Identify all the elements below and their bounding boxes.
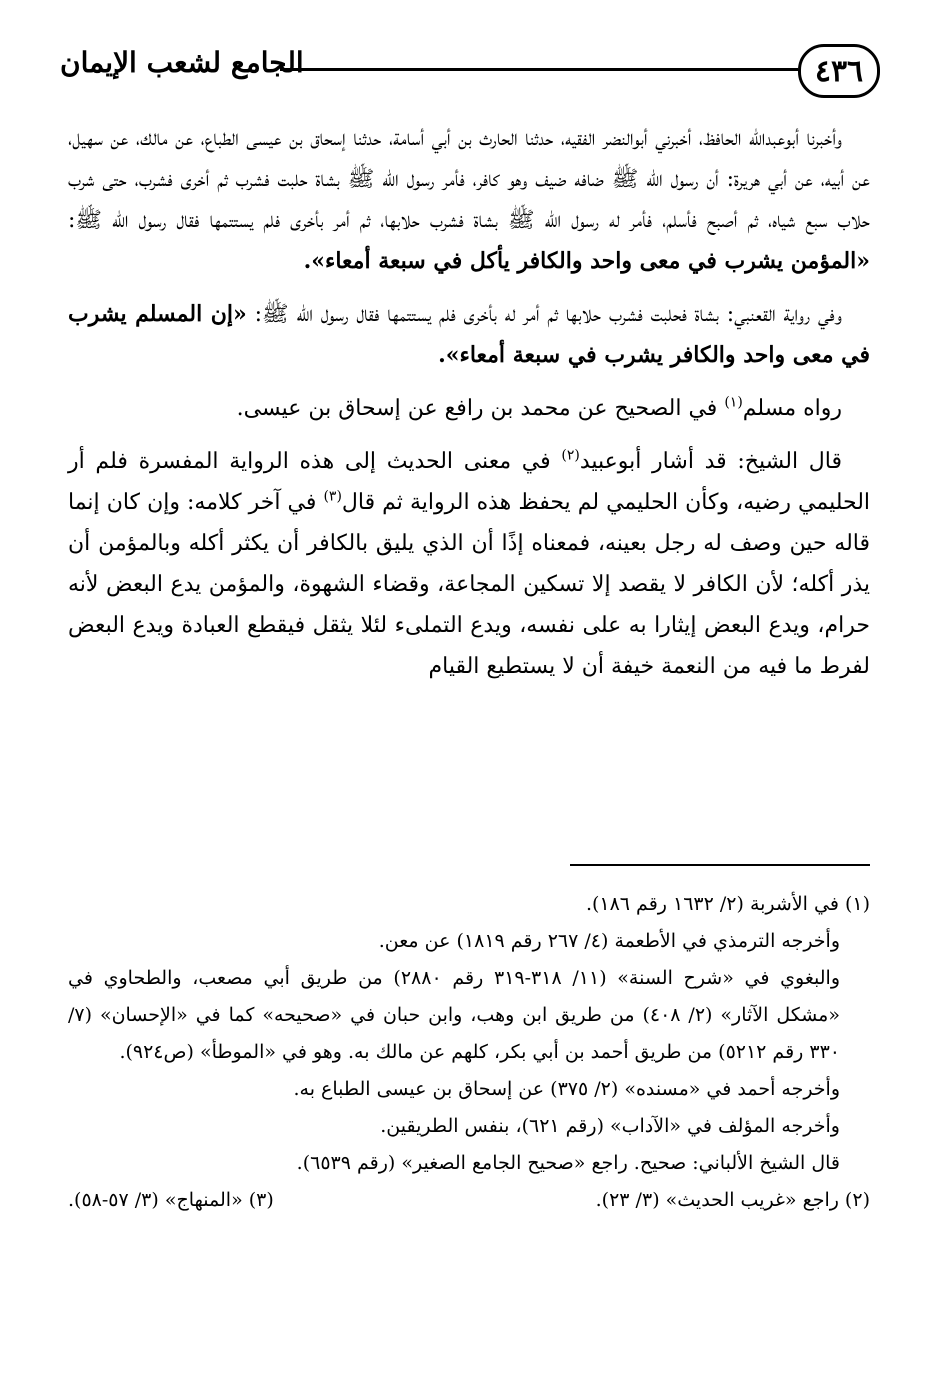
footnote-1-line-2: وأخرجه الترمذي في الأطعمة (٤/ ٢٦٧ رقم ١٨١٩) عن معن. [378,930,840,952]
header-rule [280,68,798,71]
footnote-3: (٣) «المنهاج» (٣/ ٥٧-٥٨). [68,1189,274,1211]
footnote-1: (١) في الأشربة (٢/ ١٦٣٢ رقم ١٨٦). [585,893,870,915]
hadith-quote-1: «المؤمن يشرب في معى واحد والكافر يأكل في سبعة أمعاء». [303,248,870,274]
paragraph-4 [68,441,870,687]
paragraph-1-text: وأخبرنا أبوعبدالله الحافظ، أخبرني أبوالنضر الفقيه، حدثنا الحارث بن أبي أسامة، حدثنا إسحاق بن عيسى الطباع، عن مالك، عن سهيل، عن أبيه، عن أبي هريرة: أن رسول الله ﷺ ضافه ضيف وهو كافر، فأمر رسول الله ﷺ بشاة حلبت فشرب ثم أخرى فشرب، حتى شرب حلاب سبع شياه، ثم أصبح فأسلم، فأمر له رسول الله ﷺ بشاة فشرب حلابها، ثم أمر بأخرى فلم يستتمها فقال رسول الله ﷺ: [68,126,870,233]
paragraph-3-text-a: رواه مسلم [742,396,842,421]
footnote-ref-3: (٣) [323,488,342,505]
paragraph-4-text-c: في آخر كلامه: وإن كان إنما قاله حين وصف له رجل بعينه، فمعناه إذًا أن الذي يليق بالكافر أن يكثر أكله وبالمؤمن أن يذر أكله؛ لأن الكافر لا يقصد إلا تسكين المجاعة، وقضاء الشهوة، والمؤمن يدع البعض لأنه حرام، ويدع البعض إيثارا به على نفسه، ويدع التملىء لئلا يثقل فيقطع العبادة ويدع البعض لفرط ما فيه من النعمة خيفة أن لا يستطيع القيام [68,490,870,679]
footnote-1-line-4: وأخرجه أحمد في «مسنده» (٢/ ٣٧٥) عن إسحاق بن عيسى الطباع به. [293,1078,840,1100]
paragraph-4-text-a: قال الشيخ: قد أشار أبوعبيد [579,449,842,474]
footnote-ref-1: (١) [724,394,743,411]
footnote-separator [570,864,870,866]
footnote-1-line-6: قال الشيخ الألباني: صحيح. راجع «صحيح الجامع الصغير» (رقم ٦٥٣٩). [296,1152,840,1174]
page-header [60,44,880,104]
hadith-quote-2: «إن المسلم يشرب في معى واحد والكافر يشرب في سبعة أمعاء». [68,301,870,368]
footnote-ref-2: (٢) [561,447,580,464]
footnote-2: (٢) راجع «غريب الحديث» (٣/ ٢٣). [595,1189,870,1211]
page-number: ٤٣٦ [798,44,880,98]
paragraph-3-text-b: في الصحيح عن محمد بن رافع عن إسحاق بن عيسى. [236,396,725,421]
paragraph-1 [68,118,870,282]
book-title: الجامع لشعب الإيمان [60,46,304,79]
paragraph-2 [68,294,870,376]
footnote-1-line-3: والبغوي في «شرح السنة» (١١/ ٣١٨-٣١٩ رقم ٢٨٨٠) من طريق أبي مصعب، والطحاوي في «مشكل الآثار» (٢/ ٤٠٨) من طريق ابن وهب، وابن حبان في «صحيحه» كما في «الإحسان» (٧/ ٣٣٠ رقم ٥٢١٢) من طريق أحمد بن أبي بكر، كلهم عن مالك به. وهو في «الموطأ» (ص٩٢٤). [68,967,840,1063]
paragraph-4-text-b: في معنى الحديث إلى هذه الرواية المفسرة فلم أر الحليمي رضيه، وكأن الحليمي لم يحفظ هذه الرواية ثم قال [68,449,871,515]
main-text [68,118,870,699]
footnote-1-line-5: وأخرجه المؤلف في «الآداب» (رقم ٦٢١)، بنفس الطريقين. [380,1115,840,1137]
paragraph-3 [68,388,870,429]
paragraph-2-text: وفي رواية القعنبي: بشاة فحلبت فشرب حلابها ثم أمر له بأخرى فلم يستتمها فقال رسول الله ﷺ: [246,302,842,327]
footnotes-2-3-row [68,1182,870,1219]
footnotes [68,886,870,1219]
